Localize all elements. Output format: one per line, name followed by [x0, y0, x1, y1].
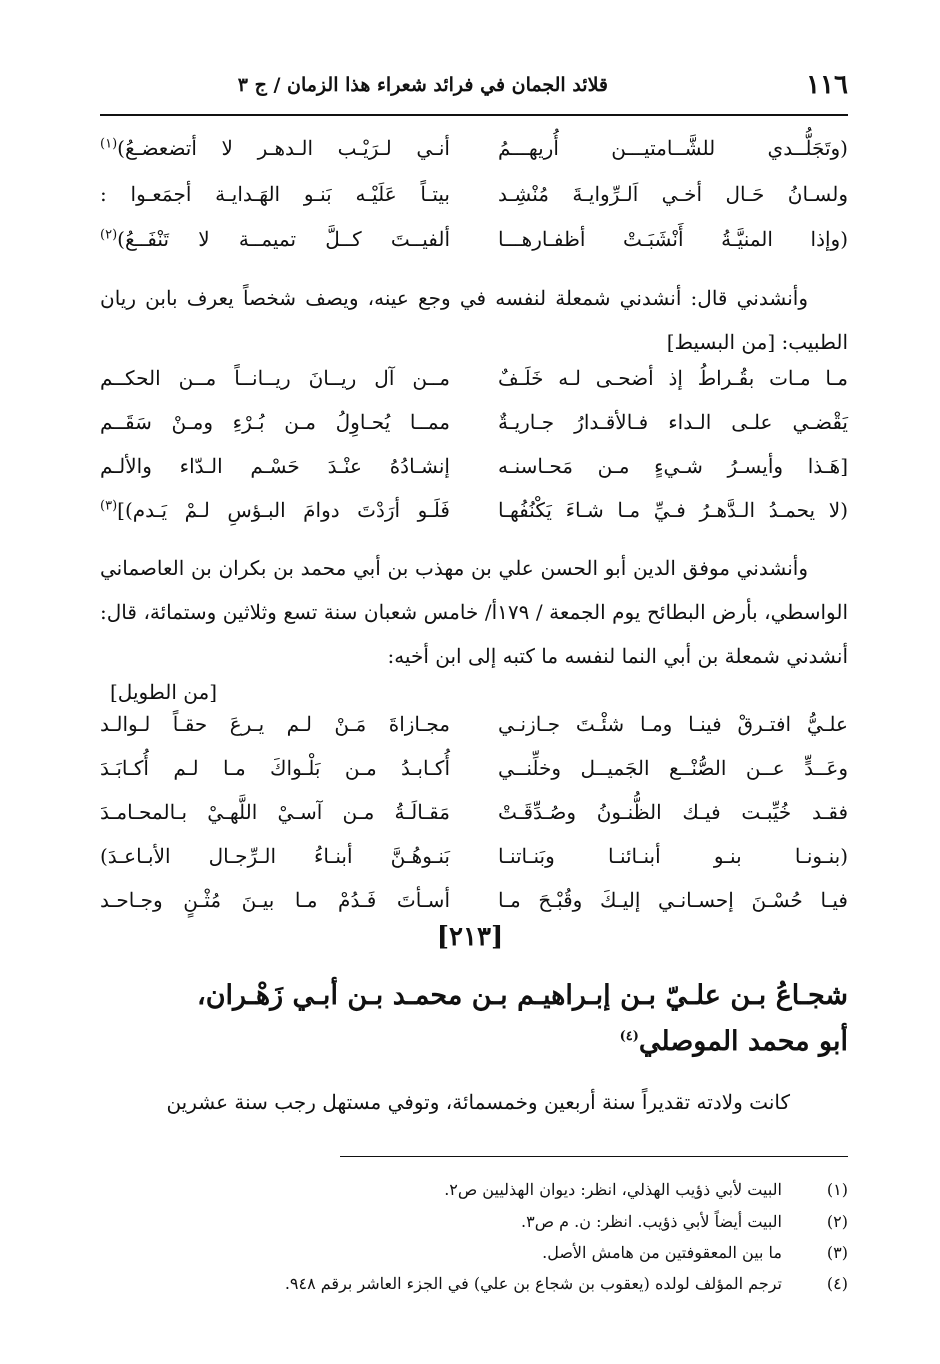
verse-row	[100, 182, 848, 226]
verse-second-hemistich: فَلَـو أرَدْتَ دوامَ البـؤسِ لـمْ يَـدم)]$^{(٣)}$	[100, 498, 450, 522]
footnote-text: ما بين المعقوفتين من هامش الأصل.	[542, 1243, 782, 1262]
footnote-number: (٢)	[826, 1212, 848, 1231]
running-title: قلائد الجمان في فرائد شعراء هذا الزمان / ج ٣	[237, 74, 608, 96]
prose-paragraph: وأنشدني قال: أنشدني شمعلة لنفسه في وجع عينه، ويصف شخصاً يعرف بابن ريان الطبيب: [من البسيط]	[100, 286, 848, 354]
verse-second-hemistich: مجـازاةَ مَـنْ لـم يـرعَ حقـاً لـوالـد	[100, 712, 450, 736]
footnote-ref: (١)	[100, 136, 118, 152]
verse-row	[100, 498, 848, 542]
verse-second-hemistich: ممــا يُحـاوِلُ مـن بُـرْءِ ومـنْ سَقَــم	[100, 410, 450, 434]
footnote-number: (١)	[826, 1180, 848, 1199]
verse-first-hemistich: وعَــدٍّ عــن الصُّنْــع الجَميــل وخلِّنــي	[498, 756, 848, 780]
verse-row	[100, 136, 848, 180]
verse-first-hemistich: ولسـانُ حَـال أخـي اَلـرِّوايـةَ مُنْشِـد	[498, 182, 848, 206]
verse-second-hemistich: بيتـاً عَلَيْـه بَنـو الهَـدايـة أجمَعـوا :	[100, 182, 450, 206]
verse-first-hemistich: (لا يحمـدُ الـدَّهـرُ فـيِّ مـا شـاءَ يَكْنُفُهـا	[498, 498, 848, 522]
verse-second-hemistich: مــن آل ريــانَ ريــانــاً مــن الحكــم	[100, 366, 450, 390]
verse-row	[100, 454, 848, 498]
footnote	[100, 1180, 848, 1210]
verse-first-hemistich: [هَـذا وأيسـرُ شـيءٍ مـن مَحـاسنـه	[498, 454, 848, 478]
footnote-text: البيت لأبي ذؤيب الهذلي، انظر: ديوان الهذليين ص٢.	[444, 1180, 782, 1199]
verse-first-hemistich: فيـا حُسْـنَ إحسـانـي إليـكَ وقُبْـحَ مـا	[498, 888, 848, 912]
footnote-ref: (٤)	[619, 1029, 639, 1044]
verse-row	[100, 844, 848, 888]
footnote-text: البيت أيضاً لأبي ذؤيب. انظر: ن. م ص٣.	[521, 1212, 782, 1231]
footnote-text: ترجم المؤلف لولده (يعقوب بن شجاع بن علي) في الجزء العاشر برقم ٩٤٨.	[284, 1274, 782, 1293]
verse-first-hemistich: يَقْضـي علـى الـداء فـالأقـدارُ جـاريـةٌ	[498, 410, 848, 434]
footnote-number: (٣)	[826, 1243, 848, 1262]
footnote-ref: (٢)	[100, 227, 118, 243]
verse-first-hemistich: مـا مـات بقُـراطُ إذ أضحـى لـه خَلَـفٌ	[498, 366, 848, 390]
footnote-rule	[340, 1156, 848, 1157]
prose-paragraph: كانت ولادته تقديراً سنة أربعين وخمسمائة، وتوفي مستهل رجب سنة عشرين	[166, 1090, 790, 1114]
section-number: [٢١٣]	[436, 922, 504, 952]
verse-row	[100, 366, 848, 410]
verse-first-hemistich: فقـد خُيِّبـت فيـك الظُّنـونُ وصُـدِّقَـتْ	[498, 800, 848, 824]
verse-first-hemistich: (وإذا المنيَّـةُ أَنْشَبَـتْ أظفـارهـــا	[498, 227, 848, 251]
verse-second-hemistich: مَقـالَـةُ مـن آسـيْ اللَّهـيْ بـالمحـامـدَ	[100, 800, 450, 824]
footnote	[100, 1243, 848, 1273]
footnote-ref: (٣)	[100, 498, 118, 514]
verse-row	[100, 227, 848, 271]
footnote	[100, 1274, 848, 1304]
verse-second-hemistich: ألفيــتَ كــلَّ تميمــة لا تَنْفَــعُ)$^{(٢)}$	[100, 227, 450, 251]
meter-label: [من الطويل]	[110, 680, 218, 704]
verse-first-hemistich: (وتَجَلُّــدي للشَّــامتيـــن أُريهـــمُ	[498, 136, 848, 160]
verse-row	[100, 756, 848, 800]
verse-second-hemistich: إنشـادُهُ عنْـدَ حَسْـم الـدّاء والألـم	[100, 454, 450, 478]
footnote	[100, 1212, 848, 1242]
verse-first-hemistich: (بنـونـا بنـو أبنـائنـا وبَنـاتنـا	[498, 844, 848, 868]
biography-heading-line2: أبو محمد الموصلي$^{(٤)}$	[619, 1026, 848, 1057]
page-number: ١١٦	[806, 70, 848, 100]
verse-row	[100, 410, 848, 454]
prose-paragraph: وأنشدني موفق الدين أبو الحسن علي بن مهذب بن أبي محمد بن بكران بن العاصماني الواسطي، بأرض البطائح يوم الجمعة / ١٧٩أ/ خامس شعبان سنة تسع وثلاثين وستمائة، قال: أنشدني شمعلة بن أبي النما لنفسه ما كتبه إلى ابن أخيه:	[100, 556, 849, 668]
verse-second-hemistich: بَنـوهُـنَّ أبنـاءُ الـرِّجـال الأبـاعـدَ)	[100, 844, 450, 868]
verse-second-hemistich: أنـي لـرَيْـب الـدهـر لا أتضعضـعُ)$^{(١)}$	[100, 136, 450, 160]
verse-row	[100, 800, 848, 844]
footnote-number: (٤)	[826, 1274, 848, 1293]
biography-heading-line1: شجـاعُ بـن علـيّ بـن إبـراهيـم بـن محمـد بـن أبـي زَهْـران،	[196, 980, 848, 1011]
verse-second-hemistich: أسـأتَ فَـدُمْ مـا بيـنَ مُثْـنٍ وجـاحـد	[100, 888, 450, 912]
verse-row	[100, 712, 848, 756]
verse-first-hemistich: علـيُّ افتـرقْ فينـا ومـا شئْـتَ جـازنـي	[498, 712, 848, 736]
verse-second-hemistich: أُكـابـدُ مـن بَلْـواكَ مـا لـم أُكـابَـدَ	[100, 756, 450, 780]
page-header	[100, 70, 848, 110]
header-rule	[100, 114, 848, 116]
